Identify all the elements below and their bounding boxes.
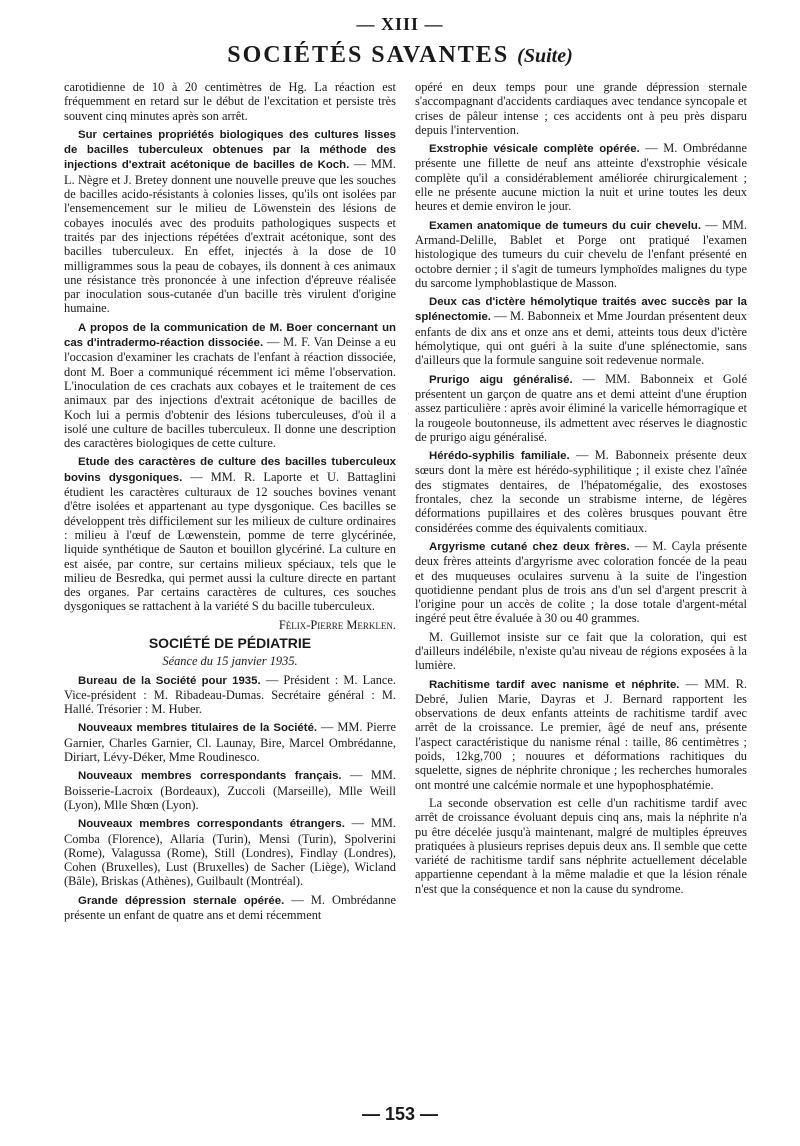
paragraph: La seconde observation est celle d'un rachitisme tardif avec arrêt de croissance évoluant depuis cinq ans, mais la néphrite n'a pu être décelée jusqu'à maintenant, malgré de multiples épreuves pratiquées à plusieurs reprises depuis deux ans. Il semble que cette variété de rachitisme tardif sans néphrite actuellement décelable appartienne cependant à la même maladie et que la lésion rénale n'est que la conséquence et non la cause du syndrome. (415, 795, 747, 896)
paragraph (415, 448, 747, 535)
paragraph (64, 320, 396, 451)
paragraph (415, 141, 747, 213)
paragraph-text: — M. Babonneix présente deux sœurs dont la mère est hérédo-syphilitique ; il existe chez l'aînée des stigmates dentaires, de l'hépatomégalie, des exostoses frontales, chez la seconde un strabisme interne, de légères déformations pupillaires et des colères brusques pouvant être considérées comme des équivalents comitiaux. (415, 448, 747, 535)
paragraph (64, 720, 396, 764)
paragraph-text: — M. Ombrédanne présente une fillette de neuf ans atteinte d'exstrophie vésicale complète qu'il a considérablement améliorée chirurgicalement ; elle ne présente aucune miction la nuit et urine toutes les deux heures et demie environ le jour. (415, 141, 747, 214)
paragraph-text: — MM. Boisserie-Lacroix (Bordeaux), Zuccoli (Marseille), Mlle Weill (Lyon), Mlle Shœn (Lyon). (64, 768, 396, 812)
paragraph-text: — MM. Babonneix et Golé présentent un garçon de quatre ans et demi atteint d'une éruption assez particulière : après avoir éliminé la varicelle hémorragique et la rougeole boutonneuse, ils admettent avec réserves le diagnostic de prurigo aigu généralisé. (415, 371, 747, 444)
left-column (64, 80, 396, 926)
paragraph-text: — M. Babonneix et Mme Jourdan présentent deux enfants de dix ans et onze ans et demi, atteints tous deux d'ictère hémolytique, qui ont guéri à la suite d'une splénectomie, sans d'ailleurs que la formule sanguine soit redevenue normale. (415, 309, 747, 368)
right-column (415, 80, 747, 900)
paragraph-heading: Etude des caractères de culture des bacilles tuberculeux bovins dysgoniques. (64, 456, 396, 484)
page-title (0, 42, 800, 69)
paragraph-text: — MM. Pierre Garnier, Charles Garnier, Cl. Launay, Bire, Marcel Ombrédanne, Diriart, Lévy-Déker, Mme Roudinesco. (64, 720, 396, 765)
paragraph (64, 816, 396, 888)
paragraph-text: — MM. Armand-Delille, Bablet et Porge ont pratiqué l'examen histologique des tumeurs du cuir chevelu de l'enfant présenté en octobre dernier ; il s'agit de tumeurs lymphoïdes malignes du type du sarcome lymphoblastique de Masson. (415, 217, 747, 290)
paragraph-text: — MM. Comba (Florence), Allaria (Turin), Mensi (Turin), Spolverini (Rome), Valagussa (Rome), Still (Londres), Findlay (Londres), Cohen (Bruxelles), Lust (Bruxelles) de Sacher (Liège), Wicland (Bâle), Briskas (Athènes), Guilbault (Montréal). (64, 816, 397, 889)
paragraph (415, 372, 747, 444)
paragraph-text: — M. F. Van Deinse a eu l'occasion d'examiner les crachats de l'enfant à réaction dissociée, dont M. Boer a communiqué récemment ici même l'observation. L'inoculation de ces crachats aux cobayes et le traitement de ces animaux par des injections d'extrait acétonique de bacilles de Koch lui a permis d'obtenir des lésions tuberculeuses, d'où il a isolé une culture de bacilles tuberculeux. Il donne une description des caractères biologiques de cette culture. (64, 335, 396, 451)
paragraph-text: — M. Cayla présente deux frères atteints d'argyrisme avec coloration foncée de la peau et des muqueuses oculaires survenu à la suite de l'ingestion quotidienne pendant plus de trois ans d'un sel d'argent prescrit à l'origine pour un accès de colite ; la dose totale d'argent-métal ingéré peut être évaluée à 30 ou 40 grammes. (415, 538, 747, 626)
paragraph-text: — MM. R. Laporte et U. Battaglini étudient les caractères culturaux de 12 souches bovines venant d'être isolées et appartenant au type dysgonique. Ces bacilles se développent très difficilement sur les milieux de culture ordinaires : milieu à l'œuf de Lœwenstein, pomme de terre glycérinée, liquide synthétique de Sauton et bouillon glycériné. La culture en est aisée, par contre, sur certains milieux spéciaux, tels que le milieu de Besredka, qui permet aussi la culture directe en partant des organes. Par certains caractères de cultures, ces souches dysgoniques se rattachent à la variété S du bacille tuberculeux. (64, 469, 396, 614)
paragraph: carotidienne de 10 à 20 centimètres de Hg. La réaction est fréquemment en retard sur le début de l'excitation et persiste très souvent cinq minutes après son arrêt. (64, 80, 396, 123)
paragraph: opéré en deux temps pour une grande dépression sternale s'accompagnant d'accidents cardiaques avec tendance syncopale et crises de pâleur intense ; ces accidents ont à peu près disparu depuis l'intervention. (415, 80, 747, 137)
paragraph (64, 454, 396, 613)
paragraph-heading: Nouveaux membres titulaires de la Société. (78, 722, 318, 735)
paragraph-heading: Rachitisme tardif avec nanisme et néphrite. (429, 678, 680, 691)
signature: Félix-Pierre Merklen. (278, 617, 396, 632)
paragraph-heading: Bureau de la Société pour 1935. (78, 674, 261, 687)
paragraph-heading: Examen anatomique de tumeurs du cuir chevelu. (429, 219, 702, 232)
paragraph (64, 768, 396, 812)
page-number: — 153 — (361, 1104, 439, 1124)
paragraph (415, 218, 747, 290)
paragraph-heading: Grande dépression sternale opérée. (78, 894, 285, 907)
paragraph-text: — Président : M. Lance. Vice-président : M. Ribadeau-Dumas. Secrétaire général : M. Hallé. Trésorier : M. Huber. (64, 672, 396, 717)
paragraph (64, 893, 396, 923)
paragraph-heading: Nouveaux membres correspondants étrangers. (78, 818, 345, 831)
paragraph-text: — M. Ombrédanne présente un enfant de quatre ans et demi récemment (64, 892, 396, 923)
paragraph-heading: A propos de la communication de M. Boer concernant un cas d'intradermo-réaction dissociée. (64, 321, 396, 350)
paragraph-heading: Sur certaines propriétés biologiques des cultures lisses de bacilles tuberculeux obtenues par la méthode des injections d'extrait acétonique de bacilles de Koch. (64, 128, 396, 172)
paragraph: M. Guillemot insiste sur ce fait que la coloration, qui est d'ailleurs indélébile, n'existe qu'au niveau de régions exposées à la lumière. (415, 629, 747, 673)
page-roman-numeral: — XIII — (356, 14, 444, 34)
paragraph-heading: Argyrisme cutané chez deux frères. (429, 540, 630, 553)
title-text: SOCIÉTÉS SAVANTES (227, 42, 510, 68)
paragraph-heading: Deux cas d'ictère hémolytique traités avec succès par la splénectomie. (415, 296, 747, 324)
paragraph-text: — MM. L. Nègre et J. Bretey donnent une nouvelle preuve que les souches de bacilles acido-résistants à colonies lisses, qu'ils ont isolées par l'ensemencement sur le milieu de Löwenstein des lésions de cobayes inoculés avec des produits pathologiques suspects et traités par des injections répétées d'extrait acétonique, sont des bacilles tuberculeux. En effet, injectés à la dose de 10 milligrammes sous la peau de cobayes, ils donnent à ces animaux une résistance très prononcée à une infection d'épreuve réalisée par inoculation sous-cutanée d'un bacille très virulent d'origine humaine. (64, 157, 396, 316)
paragraph-heading: Hérédo-syphilis familiale. (429, 450, 570, 463)
paragraph-heading: Prurigo aigu généralisé. (429, 373, 573, 386)
paragraph (415, 677, 747, 792)
paragraph (64, 127, 396, 316)
session-date: Séance du 15 janvier 1935. (162, 654, 298, 669)
paragraph (64, 673, 396, 717)
paragraph (415, 294, 747, 367)
title-suite: (Suite) (517, 45, 573, 67)
paragraph-text: — MM. R. Debré, Julien Marie, Dayras et J. Bernard rapportent les observations de deux enfants atteints de rachitisme tardif avec arrêt de la croissance. Le premier, âgé de neuf ans, présente l'aspect caractéristique du nanisme rénal : taille, 86 centimètres ; poids, 12kg,700 ; nouures et déformations rachitiques du squelette, signes de néphrite chronique ; les recherches humorales ont montré une calcémie normale et une hypophosphatémie. (415, 676, 747, 792)
paragraph (415, 539, 747, 626)
paragraph-heading: Nouveaux membres correspondants français. (78, 770, 342, 783)
section-title: SOCIÉTÉ DE PÉDIATRIE (148, 634, 312, 651)
paragraph-heading: Exstrophie vésicale complète opérée. (429, 143, 640, 156)
